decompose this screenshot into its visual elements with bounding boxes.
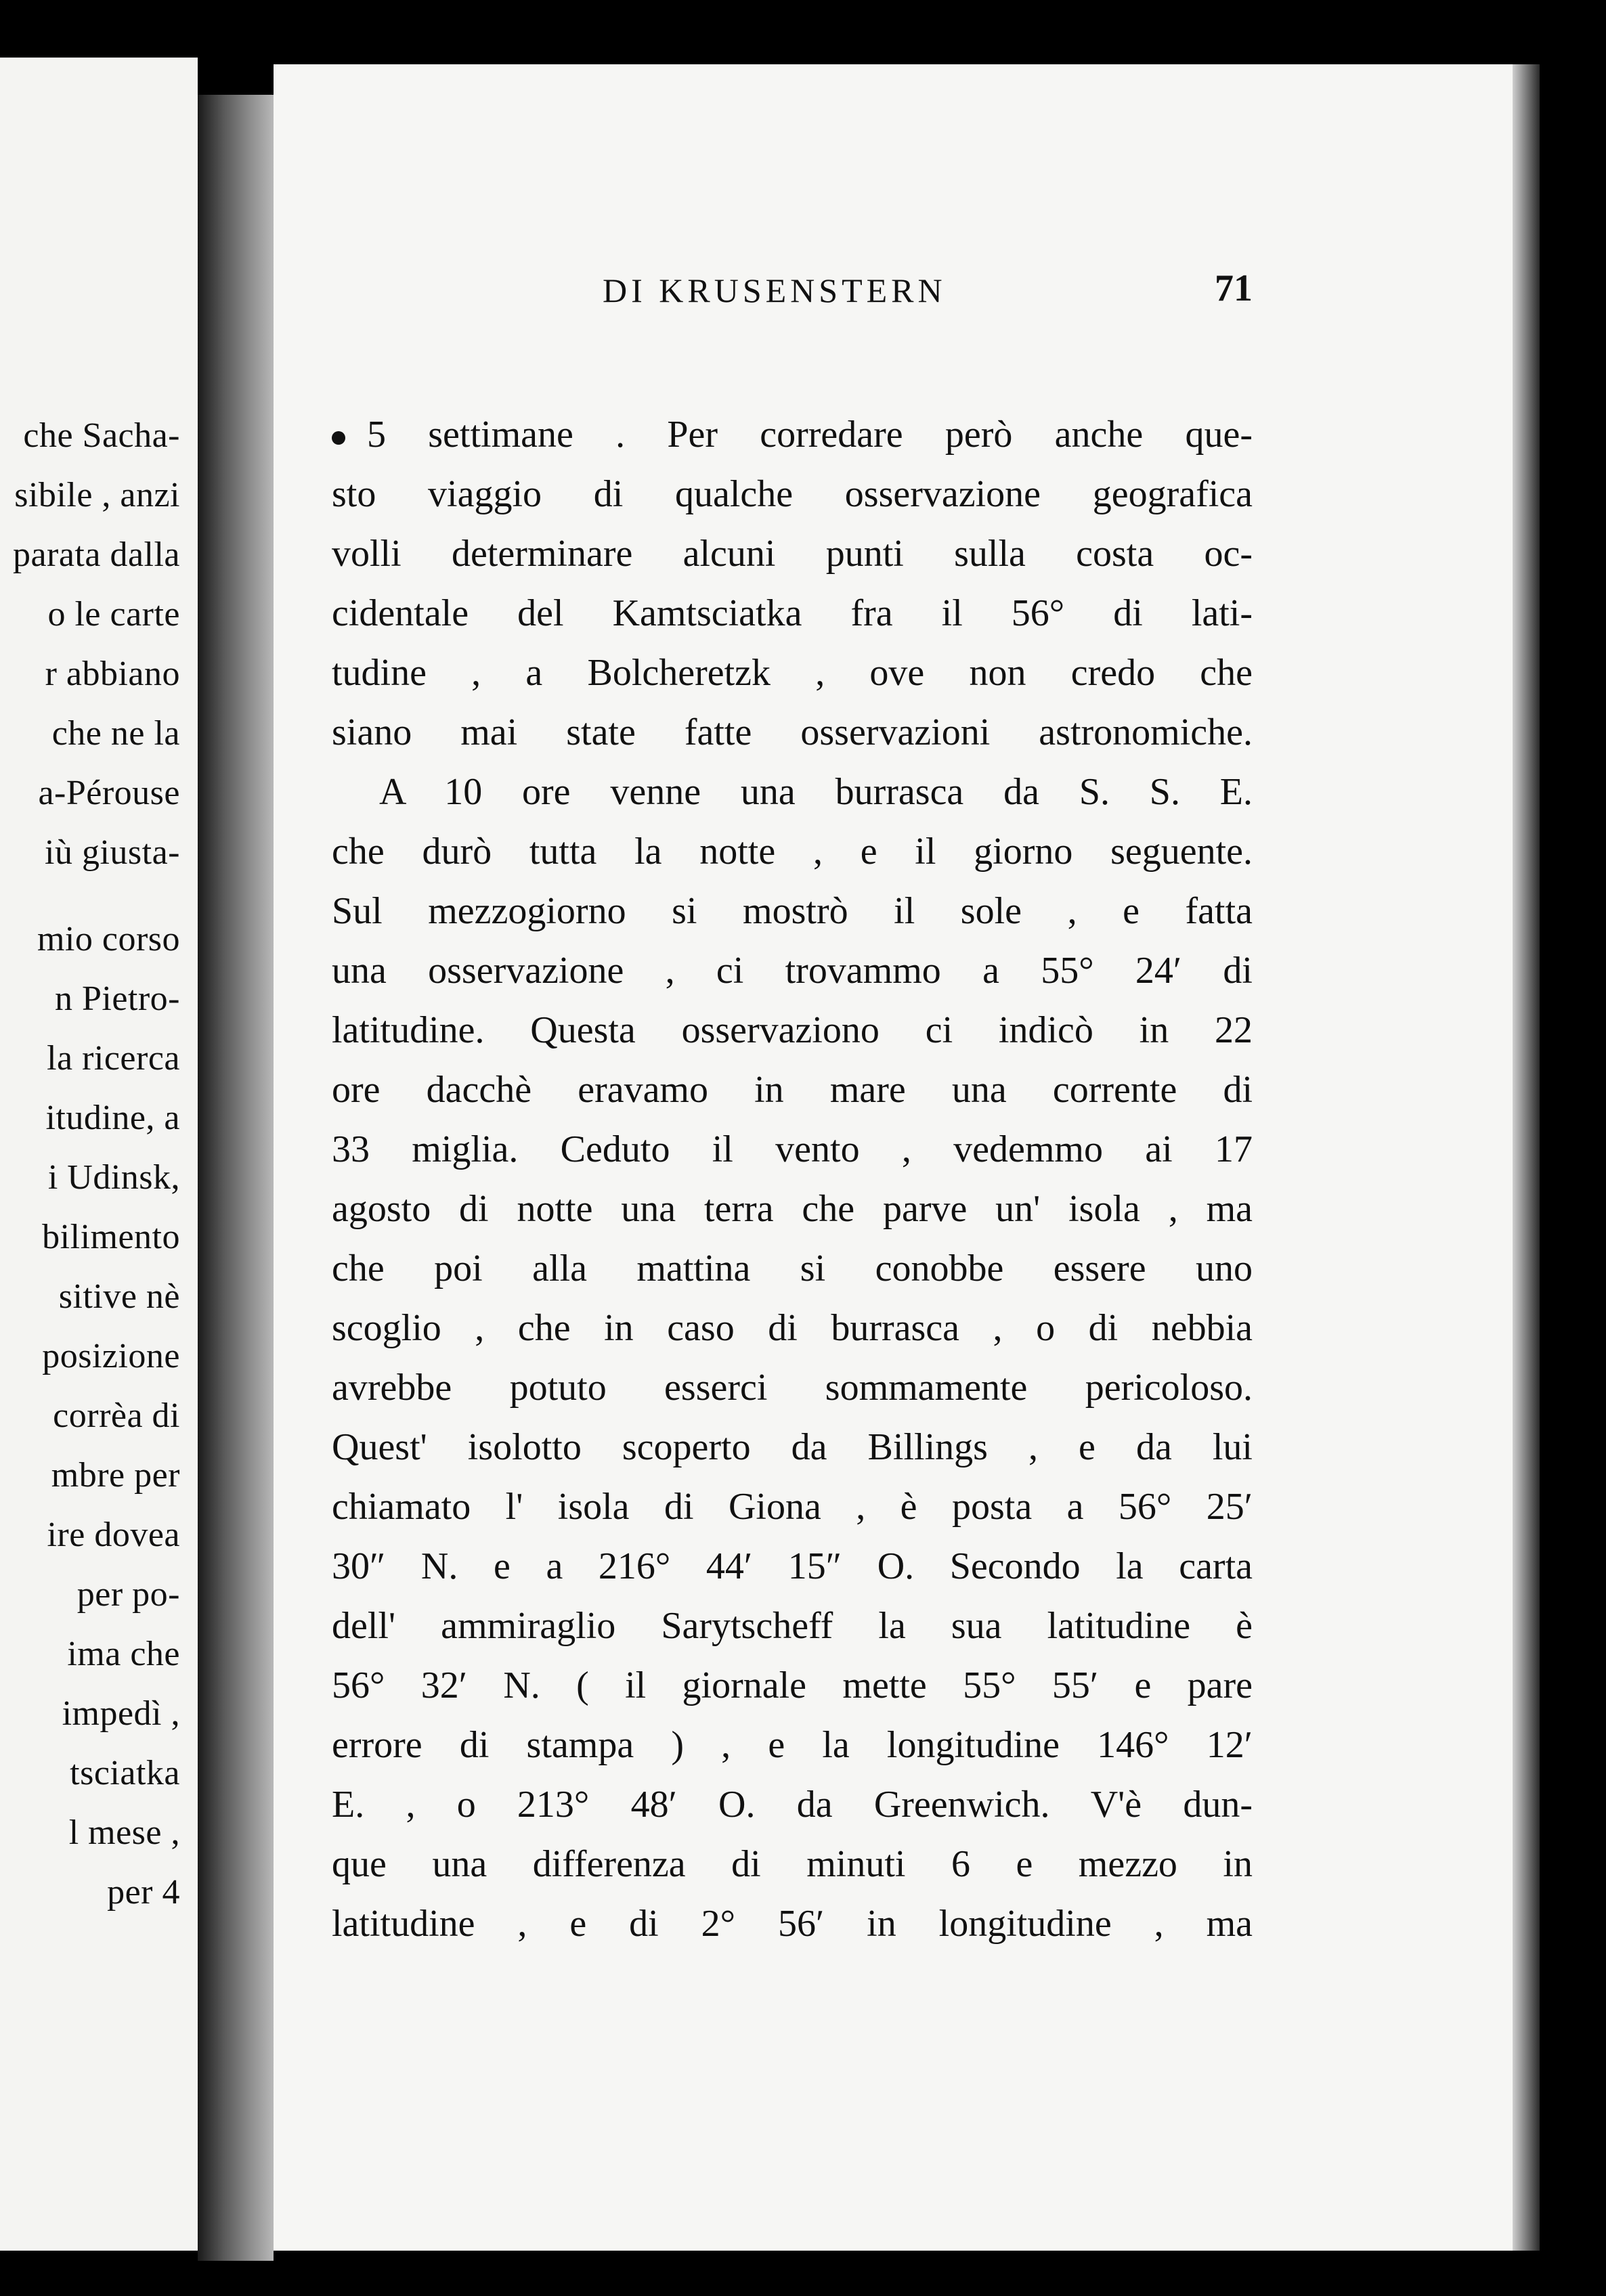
text-line: volli determinare alcuni punti sulla costa oc- xyxy=(332,533,1253,575)
left-line: i Udinsk, xyxy=(47,1158,180,1197)
text-line: 5 settimane . Per corredare però anche que- xyxy=(332,405,1253,464)
text-line: scoglio , che in caso di burrasca , o di nebbia xyxy=(332,1307,1253,1349)
left-line: mbre per xyxy=(51,1456,180,1495)
text-line: che durò tutta la notte , e il giorno seguente. xyxy=(332,831,1253,873)
text-line: dell' ammiraglio Sarytscheff la sua latitudine è xyxy=(332,1605,1253,1647)
left-line: n Pietro- xyxy=(54,979,180,1018)
text-line: agosto di notte una terra che parve un' isola , ma xyxy=(332,1188,1253,1230)
left-line: sibile , anzi xyxy=(14,476,180,514)
body-text xyxy=(332,405,1253,1953)
text-line: 56° 32′ N. ( il giornale mette 55° 55′ e pare xyxy=(332,1664,1253,1706)
text-line: A 10 ore venne una burrasca da S. S. E. xyxy=(379,771,1253,813)
text-line: latitudine. Questa osservaziono ci indicò in 22 xyxy=(332,1009,1253,1051)
running-head xyxy=(305,267,1253,338)
left-line: ima che xyxy=(67,1635,180,1673)
left-line: per 4 xyxy=(107,1873,180,1912)
left-line: che Sacha- xyxy=(23,416,180,455)
text-line: cidentale del Kamtsciatka fra il 56° di lati- xyxy=(332,592,1253,634)
left-line: a-Pérouse xyxy=(38,774,180,812)
text-line: tudine , a Bolcheretzk , ove non credo che xyxy=(332,652,1253,694)
bullet-icon xyxy=(332,431,345,445)
text-line: ore dacchè eravamo in mare una corrente di xyxy=(332,1069,1253,1111)
text-line: 33 miglia. Ceduto il vento , vedemmo ai 17 xyxy=(332,1128,1253,1170)
left-line: r abbiano xyxy=(45,655,180,693)
text-line: avrebbe potuto esserci sommamente pericoloso. xyxy=(332,1367,1253,1409)
left-facing-page xyxy=(0,58,198,2251)
left-line: l mese , xyxy=(68,1813,180,1852)
text-line: Quest' isolotto scoperto da Billings , e da lui xyxy=(332,1426,1253,1468)
left-line: mio corso xyxy=(37,920,180,958)
text-line: chiamato l' isola di Giona , è posta a 56° 25′ xyxy=(332,1486,1253,1528)
left-page-text xyxy=(0,406,180,1922)
text-line: que una differenza di minuti 6 e mezzo in xyxy=(332,1843,1253,1885)
page-number: 71 xyxy=(1215,267,1253,309)
left-line: tsciatka xyxy=(70,1754,180,1792)
text-line: 30″ N. e a 216° 44′ 15″ O. Secondo la carta xyxy=(332,1545,1253,1587)
left-line: la ricerca xyxy=(47,1039,180,1078)
left-line: o le carte xyxy=(47,595,180,634)
text-line: sto viaggio di qualche osservazione geografica xyxy=(332,473,1253,515)
text-line: E. , o 213° 48′ O. da Greenwich. V'è dun- xyxy=(332,1784,1253,1826)
text-line: che poi alla mattina si conobbe essere uno xyxy=(332,1248,1253,1289)
left-line: iù giusta- xyxy=(45,833,180,872)
running-head-title: DI KRUSENSTERN xyxy=(603,271,947,309)
text-line: latitudine , e di 2° 56′ in longitudine , ma xyxy=(332,1903,1253,1945)
text-line: una osservazione , ci trovammo a 55° 24′ di xyxy=(332,950,1253,992)
left-line: corrèa di xyxy=(53,1396,180,1435)
left-line: ire dovea xyxy=(47,1516,180,1554)
left-line: sitive nè xyxy=(58,1277,180,1316)
book-gutter xyxy=(198,95,274,2261)
left-line: parata dalla xyxy=(12,535,180,574)
left-line: posizione xyxy=(42,1337,180,1375)
text-line: siano mai state fatte osservazioni astronomiche. xyxy=(332,711,1253,753)
left-line: che ne la xyxy=(51,714,180,753)
text-line: errore di stampa ) , e la longitudine 146° 12′ xyxy=(332,1724,1253,1766)
page-edge xyxy=(1513,64,1540,2251)
left-line: bilimento xyxy=(42,1218,180,1256)
text-line: Sul mezzogiorno si mostrò il sole , e fatta xyxy=(332,890,1253,932)
left-line: per po- xyxy=(77,1575,180,1614)
left-line: itudine, a xyxy=(45,1099,180,1137)
left-line: impedì , xyxy=(62,1694,180,1733)
